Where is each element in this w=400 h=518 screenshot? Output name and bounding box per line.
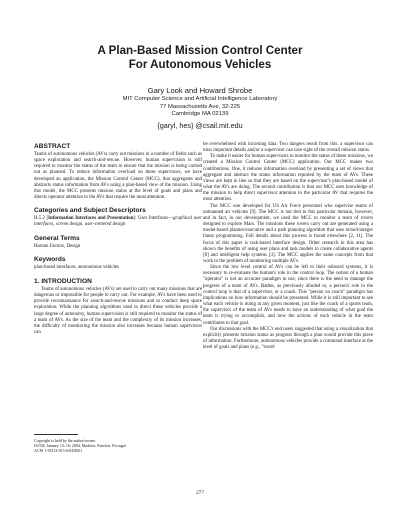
left-column [34, 142, 202, 336]
affiliation-line-1: MIT Computer Science and Artificial Intelligence Laboratory [122, 96, 278, 102]
introduction-text: Teams of autonomous vehicles (AVs) are used to carry out many missions that are dangerous or impossible for people to carry out. For example, AVs have been used to provide reconnaissance for search-and-rescue missions and to conduct deep space exploration. While the planning algorithms used to direct these vehicles provide a large degree of autonomy, human supervision is still required to monitor the status of a team of AVs. As the size of the team and the complexity of its mission increases, the difficulty of monitoring the mission also increases because human supervisors can [34, 286, 202, 335]
introduction-heading: 1. INTRODUCTION [34, 277, 92, 285]
author-email: {garyl, hes} @csail.mit.edu [157, 120, 243, 130]
copyright-line-3: ACM 1-58113-815-6/04/0001. [34, 448, 84, 453]
categories-bold: Information Interfaces and Presentation [48, 216, 134, 222]
copyright-line-1: Copyright is held by the author/owner. [34, 438, 96, 443]
copyright-venue: IUI'04, [34, 443, 46, 448]
categories-text [34, 216, 202, 228]
categories-rest: ]: User Interfaces— [133, 216, 173, 222]
right-paragraph-5: Our discussions with the MCC's end users suggested that using a visualization that explicitly presents mission status as progress through a plan would provide this piece of information. Furthermore, autonomous vehicles provide a command interface at the level of goals and plans (e.g., "travel [203, 326, 373, 351]
right-column [203, 142, 373, 351]
affiliation-line-2: 77 Massachusetts Ave, 32-225 [159, 103, 241, 110]
affiliation-line-3: Cambridge MA 02139 [171, 111, 229, 118]
right-paragraph-1: be overwhelmed with incoming data. Two dangers result from this: a supervisor can miss important details and/or a supervisor can lose sight of the overall mission status. [203, 142, 373, 154]
page-number: 277 [195, 490, 205, 496]
categories-heading: Categories and Subject Descriptors [34, 207, 146, 215]
keywords-text: plan-based interfaces, autonomous vehicles [34, 264, 120, 270]
abstract-heading: ABSTRACT [34, 143, 71, 150]
general-terms-heading: General Terms [34, 234, 80, 242]
categories-code: H.5.2 [ [34, 216, 49, 222]
right-paragraph-4: Since the low level control of AVs can be left to their onboard systems, it is necessary to re-evaluate the human's role in the control loop. The notion of a human "operator" is not an accurate paradigm to use, since there is the need to manage the progress of a team of AVs. Rather, as previously alluded to, a person's role in the control loop is that of a supervisor, or a coach. This "person on coach" paradigm has implications on how information should be presented. While it is still important to see what each vehicle is doing at any given moment, just like the coach of a sports team, the supervisor of the team of AVs needs to have an understanding of what goal the team is trying to accomplish, and how the actions of each vehicle in the team contributes to that goal. [203, 265, 373, 326]
copyright-rule [34, 434, 78, 435]
copyright-date: January 13–16, 2004, Madeira, Funchal, Portugal. [45, 443, 127, 448]
keywords-heading: Keywords [34, 255, 66, 263]
copyright-block [34, 434, 194, 453]
author-names: Gary Look and Howard Shrobe [147, 86, 253, 95]
abstract-text: Teams of autonomous vehicles (AVs) carry out missions in a number of fields such as space exploration and search-and-rescue. However, human supervision is still required to monitor the status of the team to ensure that the mission is being carried out as planned. To reduce information overload on these supervisors, we have developed an application, the Mission Control Center (MCC), that aggregates and abstracts status information from AVs using a plan-based view of the mission. Using this model, the MCC presents mission status at the level of goals and plans and directs operator attention to the AVs that require the most attention. [34, 152, 202, 201]
right-paragraph-2: To make it easier for human supervisors to monitor the status of these missions, we created a Mission Control Center (MCC) application. Our MCC makes two contributions. One, it reduces information overload by presenting a set of views that aggregate and abstract the status information reported by the team of AVs. These views are kept in line so that they are based on the supervisor's plan-based model of what the AVs are doing. The second contribution is that our MCC uses knowledge of the mission to help direct supervisor attention to the particular AV that requires the most attention. [203, 154, 373, 203]
categories-italic: graphical user interfaces, screen design, user-centered design [34, 216, 202, 228]
general-terms-text: Human Factors, Design [34, 243, 81, 249]
author-block [0, 86, 400, 131]
right-paragraph-3: The MCC was developed for US Air Force personnel who supervise teams of unmanned air vehicles [9]. The MCC is not tied to this particular domain, however, and in fact, in our development, we used the MCC to monitor a team of rovers designed to explore Mars. The missions these rovers carry out are generated using a model-based planner/executive and a path planning algorithm that uses mixed-integer linear programming. Full details about this process is found elsewhere [2, 11]. The focus of this paper is task-based interface design. Other research in this area has shown the benefits of using user plans and task models to create collaborative agents [8] and intelligent help systems [3]. The MCC applies the same concepts from that work to the problem of monitoring multiple AVs. [203, 203, 373, 264]
paper-title-line-2: For Autonomous Vehicles [128, 58, 272, 71]
paper-title-line-1: A Plan-Based Mission Control Center [97, 44, 303, 57]
